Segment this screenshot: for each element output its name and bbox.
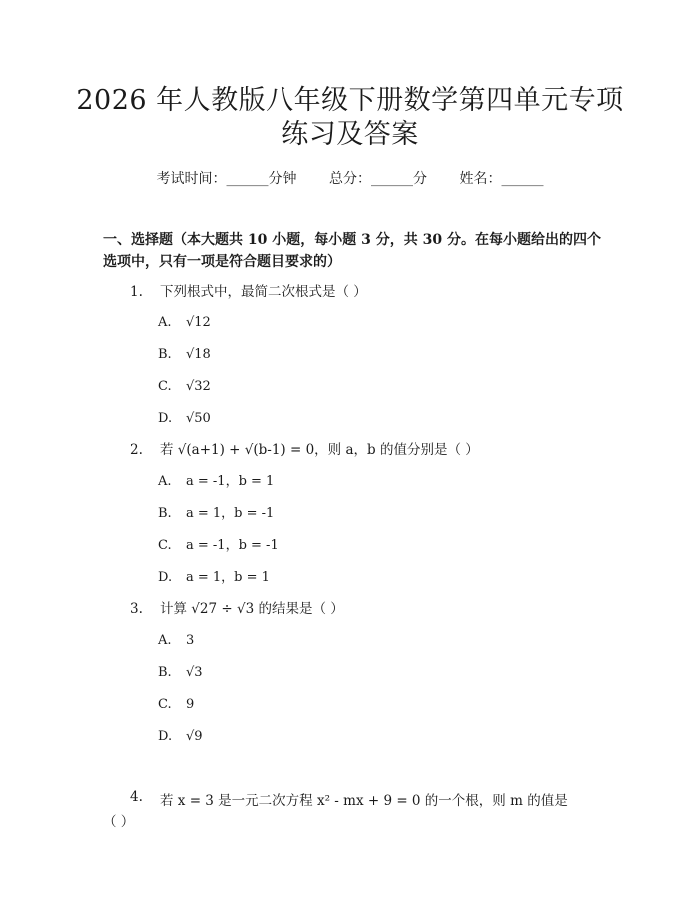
question-number: 2.: [130, 442, 143, 458]
option-text: √3: [186, 665, 203, 680]
option-text: a = -1，b = 1: [186, 474, 275, 489]
option-label: C.: [158, 538, 172, 553]
document-title-line-1: 2026 年人教版八年级下册数学第四单元专项: [76, 85, 624, 116]
option-text: a = -1，b = -1: [186, 538, 279, 553]
exam-meta-row: [0, 168, 700, 188]
question-text: 计算 √27 ÷ √3 的结果是（ ）: [160, 601, 344, 617]
option-text: a = 1，b = 1: [186, 570, 270, 585]
option-text: √50: [186, 411, 211, 426]
option-label: C.: [158, 379, 172, 394]
option-label: A.: [158, 474, 172, 489]
option-text: √12: [186, 315, 211, 330]
option-text: 3: [186, 633, 195, 648]
question-text-continuation: （ ）: [103, 814, 135, 830]
option-label: A.: [158, 633, 172, 648]
section-heading: 一、选择题（本大题共 10 小题，每小题 3 分，共 30 分。在每小题给出的四个选项中，只有一项是符合题目要求的）: [103, 232, 601, 270]
option-label: C.: [158, 697, 172, 712]
option-text: √9: [186, 729, 203, 744]
exam-time-field: 考试时间：______分钟: [156, 171, 297, 187]
total-score-field: 总分：______分: [329, 171, 427, 187]
document-title-line-2: 练习及答案: [281, 119, 419, 150]
name-field: 姓名：______: [459, 171, 544, 187]
option-label: D.: [158, 411, 173, 426]
option-label: D.: [158, 729, 173, 744]
option-label: D.: [158, 570, 173, 585]
option-label: A.: [158, 315, 172, 330]
question-text: 若 √(a+1) + √(b-1) = 0，则 a，b 的值分别是（ ）: [160, 442, 479, 458]
option-text: 9: [186, 697, 195, 712]
option-label: B.: [158, 347, 172, 362]
question-number: 1.: [130, 284, 143, 300]
question-number: 4.: [130, 789, 143, 805]
option-text: √18: [186, 347, 211, 362]
option-label: B.: [158, 665, 172, 680]
question-text: 若 x = 3 是一元二次方程 x² - mx + 9 = 0 的一个根，则 m 的值是: [160, 793, 568, 809]
question-text: 下列根式中，最简二次根式是（ ）: [160, 284, 367, 300]
option-label: B.: [158, 506, 172, 521]
question-number: 3.: [130, 601, 143, 617]
option-text: √32: [186, 379, 211, 394]
option-text: a = 1，b = -1: [186, 506, 275, 521]
